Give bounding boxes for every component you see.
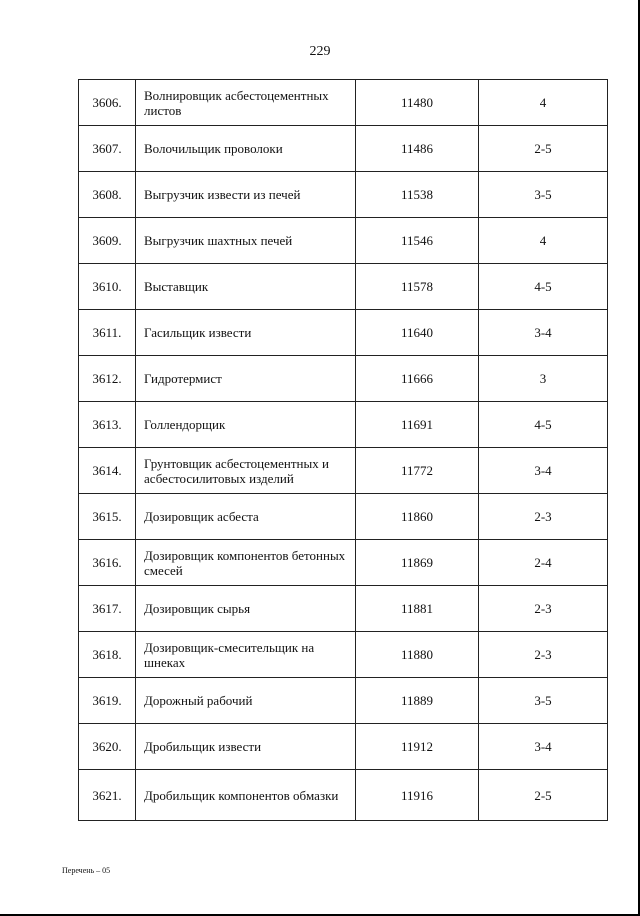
row-number-cell: 3609. bbox=[79, 218, 136, 264]
profession-code-cell: 11640 bbox=[356, 310, 479, 356]
table-row bbox=[79, 356, 608, 402]
table-row bbox=[79, 218, 608, 264]
row-number-cell: 3613. bbox=[79, 402, 136, 448]
grade-range-cell: 3-4 bbox=[479, 724, 608, 770]
grade-range-cell: 4-5 bbox=[479, 264, 608, 310]
profession-code-cell: 11480 bbox=[356, 80, 479, 126]
profession-name-cell: Голлендорщик bbox=[136, 402, 356, 448]
profession-code-cell: 11691 bbox=[356, 402, 479, 448]
row-number-cell: 3610. bbox=[79, 264, 136, 310]
grade-range-cell: 3-5 bbox=[479, 172, 608, 218]
profession-code-cell: 11486 bbox=[356, 126, 479, 172]
table-row bbox=[79, 310, 608, 356]
row-number-cell: 3619. bbox=[79, 678, 136, 724]
row-number-cell: 3607. bbox=[79, 126, 136, 172]
table-row bbox=[79, 494, 608, 540]
page-number: 229 bbox=[309, 44, 331, 59]
footer-label: Перечень – 05 bbox=[62, 866, 111, 875]
profession-code-cell: 11546 bbox=[356, 218, 479, 264]
profession-name-cell: Дозировщик-смесительщик на шнеках bbox=[136, 632, 356, 678]
grade-range-cell: 3-4 bbox=[479, 448, 608, 494]
grade-range-cell: 4-5 bbox=[479, 402, 608, 448]
row-number-cell: 3620. bbox=[79, 724, 136, 770]
grade-range-cell: 3 bbox=[479, 356, 608, 402]
profession-name-cell: Гасильщик извести bbox=[136, 310, 356, 356]
row-number-cell: 3618. bbox=[79, 632, 136, 678]
profession-name-cell: Грунтовщик асбестоцементных и асбестосилитовых изделий bbox=[136, 448, 356, 494]
grade-range-cell: 2-5 bbox=[479, 126, 608, 172]
table-row bbox=[79, 724, 608, 770]
profession-name-cell: Дорожный рабочий bbox=[136, 678, 356, 724]
table-row bbox=[79, 126, 608, 172]
table-row bbox=[79, 80, 608, 126]
profession-code-cell: 11869 bbox=[356, 540, 479, 586]
row-number-cell: 3614. bbox=[79, 448, 136, 494]
profession-name-cell: Выгрузчик извести из печей bbox=[136, 172, 356, 218]
table-row bbox=[79, 172, 608, 218]
profession-code-cell: 11881 bbox=[356, 586, 479, 632]
grade-range-cell: 2-3 bbox=[479, 586, 608, 632]
table-row bbox=[79, 632, 608, 678]
table-row bbox=[79, 264, 608, 310]
row-number-cell: 3621. bbox=[79, 770, 136, 821]
grade-range-cell: 2-3 bbox=[479, 494, 608, 540]
profession-code-cell: 11772 bbox=[356, 448, 479, 494]
profession-code-cell: 11666 bbox=[356, 356, 479, 402]
row-number-cell: 3606. bbox=[79, 80, 136, 126]
grade-range-cell: 2-4 bbox=[479, 540, 608, 586]
table-row bbox=[79, 448, 608, 494]
profession-code-cell: 11578 bbox=[356, 264, 479, 310]
profession-name-cell: Дозировщик компонентов бетонных смесей bbox=[136, 540, 356, 586]
profession-code-cell: 11916 bbox=[356, 770, 479, 821]
table-body bbox=[79, 80, 608, 821]
table-row bbox=[79, 678, 608, 724]
row-number-cell: 3611. bbox=[79, 310, 136, 356]
profession-name-cell: Дробильщик компонентов обмазки bbox=[136, 770, 356, 821]
table-row bbox=[79, 402, 608, 448]
grade-range-cell: 2-5 bbox=[479, 770, 608, 821]
profession-name-cell: Выгрузчик шахтных печей bbox=[136, 218, 356, 264]
grade-range-cell: 3-5 bbox=[479, 678, 608, 724]
profession-table bbox=[78, 79, 608, 821]
profession-code-cell: 11889 bbox=[356, 678, 479, 724]
grade-range-cell: 4 bbox=[479, 218, 608, 264]
profession-code-cell: 11860 bbox=[356, 494, 479, 540]
row-number-cell: 3612. bbox=[79, 356, 136, 402]
grade-range-cell: 3-4 bbox=[479, 310, 608, 356]
profession-name-cell: Дозировщик сырья bbox=[136, 586, 356, 632]
grade-range-cell: 4 bbox=[479, 80, 608, 126]
profession-code-cell: 11912 bbox=[356, 724, 479, 770]
profession-name-cell: Дробильщик извести bbox=[136, 724, 356, 770]
profession-name-cell: Гидротермист bbox=[136, 356, 356, 402]
profession-name-cell: Волочильщик проволоки bbox=[136, 126, 356, 172]
profession-name-cell: Выставщик bbox=[136, 264, 356, 310]
row-number-cell: 3615. bbox=[79, 494, 136, 540]
table-row bbox=[79, 586, 608, 632]
table-row bbox=[79, 540, 608, 586]
row-number-cell: 3617. bbox=[79, 586, 136, 632]
row-number-cell: 3608. bbox=[79, 172, 136, 218]
profession-name-cell: Дозировщик асбеста bbox=[136, 494, 356, 540]
profession-code-cell: 11880 bbox=[356, 632, 479, 678]
profession-name-cell: Волнировщик асбестоцементных листов bbox=[136, 80, 356, 126]
grade-range-cell: 2-3 bbox=[479, 632, 608, 678]
profession-code-cell: 11538 bbox=[356, 172, 479, 218]
table-row bbox=[79, 770, 608, 821]
row-number-cell: 3616. bbox=[79, 540, 136, 586]
